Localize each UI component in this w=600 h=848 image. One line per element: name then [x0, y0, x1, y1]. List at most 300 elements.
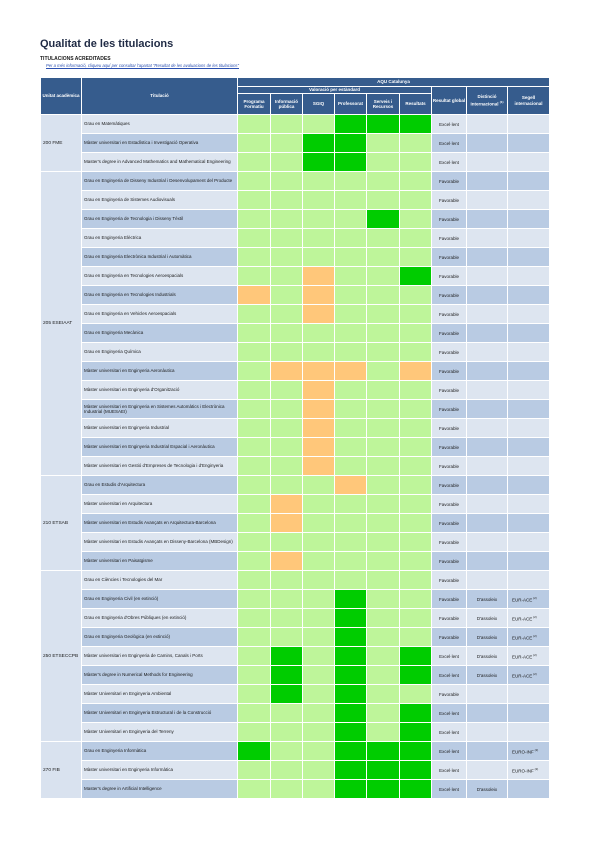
titulacio-cell[interactable]: Grau en Ciències i Tecnologies del Mar	[82, 571, 238, 590]
standard-rating-cell	[367, 229, 400, 248]
segell-cell	[508, 780, 550, 799]
standard-rating-cell	[367, 552, 400, 571]
standard-rating-cell	[303, 647, 335, 666]
segell-cell	[508, 457, 550, 476]
standard-rating-cell	[367, 685, 400, 704]
titulacio-cell[interactable]: Grau en Enginyeria Civil (en extinció)	[82, 590, 238, 609]
standard-rating-cell	[335, 324, 367, 343]
segell-cell	[508, 438, 550, 457]
standard-rating-cell	[271, 438, 303, 457]
segell-cell	[508, 514, 550, 533]
table-row	[41, 571, 550, 590]
standard-rating-cell	[303, 153, 335, 172]
standard-rating-cell	[238, 780, 271, 799]
distincio-cell	[467, 476, 508, 495]
standard-rating-cell	[367, 514, 400, 533]
standard-rating-cell	[335, 115, 367, 134]
titulacio-cell[interactable]: Màster Universitari en Enginyeria Ambiental	[82, 685, 238, 704]
standard-rating-cell	[271, 115, 303, 134]
standard-rating-cell	[303, 286, 335, 305]
distincio-cell	[467, 229, 508, 248]
resultat-cell: Excel·lent	[432, 723, 467, 742]
standard-rating-cell	[335, 229, 367, 248]
titulacio-cell[interactable]: Màster Universitari en Enginyeria del Terreny	[82, 723, 238, 742]
standard-rating-cell	[303, 761, 335, 780]
distincio-cell	[467, 248, 508, 267]
standard-rating-cell	[367, 476, 400, 495]
titulacio-cell[interactable]: Grau en Enginyeria en Tecnologies Industrials	[82, 286, 238, 305]
resultat-cell: Favorable	[432, 229, 467, 248]
standard-rating-cell	[367, 457, 400, 476]
standard-rating-cell	[335, 381, 367, 400]
standard-rating-cell	[271, 742, 303, 761]
titulacio-cell[interactable]: Màster universitari en Paisatgisme	[82, 552, 238, 571]
standard-rating-cell	[335, 571, 367, 590]
table-row	[41, 609, 550, 628]
standard-rating-cell	[238, 609, 271, 628]
standard-rating-cell	[335, 267, 367, 286]
titulacio-cell[interactable]: Màster universitari en Estudis Avançats en Arquitectura-Barcelona	[82, 514, 238, 533]
standard-rating-cell	[400, 286, 432, 305]
standard-rating-cell	[238, 267, 271, 286]
distincio-cell: D'assoleix	[467, 609, 508, 628]
standard-rating-cell	[238, 590, 271, 609]
segell-cell	[508, 248, 550, 267]
standard-rating-cell	[271, 590, 303, 609]
standard-rating-cell	[303, 267, 335, 286]
segell-cell	[508, 685, 550, 704]
standard-rating-cell	[335, 343, 367, 362]
standard-rating-cell	[335, 552, 367, 571]
standard-rating-cell	[271, 191, 303, 210]
standard-rating-cell	[400, 381, 432, 400]
titulacio-cell[interactable]: Màster universitari en Enginyeria de Camins, Canals i Ports	[82, 647, 238, 666]
standard-rating-cell	[367, 666, 400, 685]
distincio-cell	[467, 381, 508, 400]
standard-rating-cell	[367, 153, 400, 172]
standard-rating-cell	[400, 571, 432, 590]
segell-cell	[508, 324, 550, 343]
standard-rating-cell	[271, 343, 303, 362]
standard-rating-cell	[335, 723, 367, 742]
table-row	[41, 685, 550, 704]
resultat-cell: Favorable	[432, 438, 467, 457]
standard-rating-cell	[335, 476, 367, 495]
distincio-cell	[467, 286, 508, 305]
titulacio-cell[interactable]: Grau en Enginyeria Electrònica Industrial i Automàtica	[82, 248, 238, 267]
standard-rating-cell	[238, 286, 271, 305]
segell-label: EUR-ACE	[512, 635, 533, 641]
table-row	[41, 229, 550, 248]
titulacio-cell[interactable]: Grau en Enginyeria de Tecnologia i Disseny Tèxtil	[82, 210, 238, 229]
standard-rating-cell	[367, 419, 400, 438]
resultat-cell: Favorable	[432, 305, 467, 324]
standard-rating-cell	[335, 210, 367, 229]
table-row	[41, 210, 550, 229]
distincio-cell	[467, 153, 508, 172]
standard-rating-cell	[367, 704, 400, 723]
standard-rating-cell	[271, 324, 303, 343]
resultat-cell: Favorable	[432, 381, 467, 400]
resultat-cell: Favorable	[432, 685, 467, 704]
titulacio-cell[interactable]: Màster universitari en Enginyeria Industrial	[82, 419, 238, 438]
standard-rating-cell	[238, 647, 271, 666]
standard-rating-cell	[303, 248, 335, 267]
resultat-cell: Favorable	[432, 609, 467, 628]
segell-cell	[508, 704, 550, 723]
info-link[interactable]: Per a més informació, cliqueu aquí per consultar l'apartat "Resultat de les avaluacions de les titulacions"	[46, 63, 240, 68]
table-row	[41, 153, 550, 172]
standard-rating-cell	[238, 552, 271, 571]
titulacio-cell[interactable]: Grau en Enginyeria Geològica (en extinció)	[82, 628, 238, 647]
standard-rating-cell	[367, 115, 400, 134]
titulacio-cell[interactable]: Màster universitari en Enginyeria d'Organització	[82, 381, 238, 400]
standard-rating-cell	[335, 438, 367, 457]
standard-rating-cell	[335, 419, 367, 438]
distincio-cell	[467, 495, 508, 514]
unit-cell: 270 FIB	[41, 742, 82, 799]
table-row	[41, 343, 550, 362]
resultat-cell: Favorable	[432, 571, 467, 590]
standard-rating-cell	[238, 514, 271, 533]
standard-rating-cell	[303, 704, 335, 723]
segell-cell	[508, 343, 550, 362]
standard-rating-cell	[271, 609, 303, 628]
standard-rating-cell	[335, 286, 367, 305]
table-row	[41, 400, 550, 419]
table-row	[41, 666, 550, 685]
standard-rating-cell	[303, 571, 335, 590]
segell-cell	[508, 419, 550, 438]
table-row	[41, 495, 550, 514]
standard-rating-cell	[303, 552, 335, 571]
standard-rating-cell	[367, 210, 400, 229]
standard-rating-cell	[271, 476, 303, 495]
segell-cell	[508, 647, 550, 666]
standard-rating-cell	[335, 362, 367, 381]
standard-rating-cell	[367, 647, 400, 666]
standard-rating-cell	[303, 229, 335, 248]
segell-cell	[508, 115, 550, 134]
standard-rating-cell	[335, 742, 367, 761]
unit-header: Unitat acadèmica	[41, 78, 82, 115]
standard-rating-cell	[367, 305, 400, 324]
footnote-marker: (2)	[532, 633, 537, 638]
standard-rating-cell	[335, 628, 367, 647]
distincio-cell	[467, 362, 508, 381]
resultat-cell: Favorable	[432, 210, 467, 229]
table-row	[41, 381, 550, 400]
titulacio-cell[interactable]: Màster universitari en Estadística i Investigació Operativa	[82, 134, 238, 153]
standard-header: Informació pública	[271, 94, 303, 115]
standard-rating-cell	[238, 324, 271, 343]
footnote-marker: (2)	[532, 595, 537, 600]
segell-cell	[508, 191, 550, 210]
standard-rating-cell	[271, 685, 303, 704]
standard-rating-cell	[303, 742, 335, 761]
titulacio-cell[interactable]: Grau en Estudis d'Arquitectura	[82, 476, 238, 495]
distincio-cell	[467, 742, 508, 761]
titulacio-cell[interactable]: Grau en Matemàtiques	[82, 115, 238, 134]
unit-cell: 210 ETSAB	[41, 476, 82, 571]
unit-cell: 205 ESEIAAT	[41, 172, 82, 476]
distincio-cell	[467, 400, 508, 419]
standard-rating-cell	[367, 495, 400, 514]
resultat-cell: Favorable	[432, 400, 467, 419]
aqu-header: AQU Catalunya	[238, 78, 550, 87]
titulacio-cell[interactable]: Master's degree in Artificial Intelligence	[82, 780, 238, 799]
standard-rating-cell	[367, 723, 400, 742]
standard-rating-cell	[238, 457, 271, 476]
standard-rating-cell	[271, 286, 303, 305]
table-row	[41, 647, 550, 666]
standard-rating-cell	[271, 134, 303, 153]
segell-cell	[508, 476, 550, 495]
standard-rating-cell	[400, 457, 432, 476]
standard-rating-cell	[367, 286, 400, 305]
standard-rating-cell	[367, 172, 400, 191]
resultat-cell: Favorable	[432, 533, 467, 552]
segell-label: EURO-INF	[512, 768, 534, 774]
standard-rating-cell	[271, 419, 303, 438]
table-row	[41, 723, 550, 742]
page-title: Qualitat de les titulacions	[40, 38, 174, 50]
segell-label: EUR-ACE	[512, 673, 533, 679]
footnote-marker: (2)	[533, 766, 539, 771]
segell-cell	[508, 666, 550, 685]
standard-rating-cell	[303, 666, 335, 685]
titulacio-cell[interactable]: Màster universitari en Enginyeria Industrial Espacial i Aeronàutica	[82, 438, 238, 457]
segell-cell	[508, 628, 550, 647]
standard-rating-cell	[400, 628, 432, 647]
table-row	[41, 134, 550, 153]
distincio-cell	[467, 172, 508, 191]
standard-rating-cell	[400, 229, 432, 248]
standard-rating-cell	[400, 666, 432, 685]
standard-rating-cell	[400, 590, 432, 609]
standard-rating-cell	[238, 381, 271, 400]
resultat-cell: Favorable	[432, 362, 467, 381]
standard-rating-cell	[303, 419, 335, 438]
segell-cell	[508, 210, 550, 229]
resultat-cell: Favorable	[432, 495, 467, 514]
standard-rating-cell	[303, 457, 335, 476]
titulacio-cell[interactable]: Màster universitari en Enginyeria Aeronàutica	[82, 362, 238, 381]
standard-rating-cell	[303, 134, 335, 153]
titulacio-cell[interactable]: Màster universitari en Arquitectura	[82, 495, 238, 514]
titulacio-cell[interactable]: Màster universitari en Enginyeria Informàtica	[82, 761, 238, 780]
standard-header: SGIQ	[303, 94, 335, 115]
segell-cell	[508, 267, 550, 286]
resultat-cell: Excel·lent	[432, 704, 467, 723]
segell-label: EURO-INF	[512, 749, 534, 755]
standard-rating-cell	[400, 267, 432, 286]
standard-rating-cell	[335, 704, 367, 723]
resultat-cell: Excel·lent	[432, 153, 467, 172]
table-row	[41, 761, 550, 780]
standard-rating-cell	[303, 381, 335, 400]
standard-rating-cell	[400, 495, 432, 514]
standard-rating-cell	[335, 761, 367, 780]
standard-rating-cell	[367, 571, 400, 590]
resultat-cell: Excel·lent	[432, 761, 467, 780]
titulacio-cell[interactable]: Màster's degree in Numerical Methods for Engineering	[82, 666, 238, 685]
standard-rating-cell	[238, 362, 271, 381]
titulacio-cell[interactable]: Màster universitari en Estudis Avançats en Disseny-Barcelona (MBDesign)	[82, 533, 238, 552]
table-row	[41, 552, 550, 571]
standard-rating-cell	[271, 533, 303, 552]
standard-rating-cell	[303, 305, 335, 324]
distincio-cell	[467, 438, 508, 457]
titulacio-cell[interactable]: Grau en Enginyeria d'Obres Públiques (en extinció)	[82, 609, 238, 628]
standard-rating-cell	[271, 457, 303, 476]
standard-rating-cell	[238, 115, 271, 134]
table-row	[41, 286, 550, 305]
resultat-cell: Favorable	[432, 552, 467, 571]
standard-rating-cell	[400, 761, 432, 780]
titulacio-cell[interactable]: Grau en Enginyeria en Tecnologies Aeroespacials	[82, 267, 238, 286]
table-row	[41, 533, 550, 552]
distincio-cell	[467, 267, 508, 286]
distincio-cell	[467, 115, 508, 134]
standard-rating-cell	[271, 571, 303, 590]
standard-header: Professorat	[335, 94, 367, 115]
titulacio-cell[interactable]: Màster Universitari en Enginyeria Estructural i de la Construcció	[82, 704, 238, 723]
segell-cell	[508, 381, 550, 400]
unit-cell: 250 ETSECCPB	[41, 571, 82, 742]
standard-rating-cell	[238, 704, 271, 723]
standard-rating-cell	[238, 305, 271, 324]
segell-cell	[508, 495, 550, 514]
titulacio-cell[interactable]: Grau en Enginyeria Química	[82, 343, 238, 362]
titulacio-cell[interactable]: Master's degree in Advanced Mathematics and Mathematical Engineering	[82, 153, 238, 172]
titulacio-cell[interactable]: Grau en Enginyeria de Disseny Industrial i Desenvolupament del Producte	[82, 172, 238, 191]
unit-cell: 200 FME	[41, 115, 82, 172]
standard-rating-cell	[367, 381, 400, 400]
resultat-cell: Favorable	[432, 419, 467, 438]
standard-rating-cell	[335, 400, 367, 419]
standard-rating-cell	[335, 134, 367, 153]
standard-rating-cell	[271, 552, 303, 571]
standard-rating-cell	[335, 647, 367, 666]
distincio-cell: D'assoleix	[467, 590, 508, 609]
resultat-cell: Favorable	[432, 324, 467, 343]
standard-rating-cell	[367, 400, 400, 419]
distincio-cell	[467, 552, 508, 571]
standard-rating-cell	[238, 229, 271, 248]
standard-rating-cell	[238, 343, 271, 362]
table-row	[41, 419, 550, 438]
table-row	[41, 628, 550, 647]
resultat-cell: Favorable	[432, 286, 467, 305]
resultat-cell: Favorable	[432, 343, 467, 362]
resultat-cell: Excel·lent	[432, 134, 467, 153]
standard-rating-cell	[271, 172, 303, 191]
standard-rating-cell	[335, 248, 367, 267]
standard-rating-cell	[367, 761, 400, 780]
standard-rating-cell	[367, 533, 400, 552]
standard-rating-cell	[335, 609, 367, 628]
distincio-cell	[467, 343, 508, 362]
titulacio-cell[interactable]: Grau en Enginyeria Informàtica	[82, 742, 238, 761]
standard-rating-cell	[367, 134, 400, 153]
titulacio-cell[interactable]: Grau en Enginyeria Mecànica	[82, 324, 238, 343]
standard-rating-cell	[400, 780, 432, 799]
standard-rating-cell	[303, 609, 335, 628]
standard-rating-cell	[400, 476, 432, 495]
segell-cell	[508, 362, 550, 381]
standard-rating-cell	[303, 723, 335, 742]
standard-rating-cell	[238, 685, 271, 704]
distincio-cell	[467, 571, 508, 590]
segell-cell	[508, 590, 550, 609]
standard-rating-cell	[335, 153, 367, 172]
segell-label: EUR-ACE	[512, 616, 533, 622]
table-row	[41, 438, 550, 457]
table-row	[41, 704, 550, 723]
standard-rating-cell	[303, 685, 335, 704]
segell-label: EUR-ACE	[512, 654, 533, 660]
segell-cell	[508, 153, 550, 172]
standard-rating-cell	[271, 400, 303, 419]
titulacio-cell[interactable]: Grau en Enginyeria en Vehicles Aeroespacials	[82, 305, 238, 324]
distincio-cell	[467, 210, 508, 229]
resultat-cell: Favorable	[432, 514, 467, 533]
distincio-cell	[467, 457, 508, 476]
standard-rating-cell	[238, 723, 271, 742]
distincio-cell: D'assoleix	[467, 647, 508, 666]
distincio-cell	[467, 723, 508, 742]
segell-cell	[508, 571, 550, 590]
standard-rating-cell	[238, 628, 271, 647]
titulacio-cell[interactable]: Grau en Enginyeria Elèctrica	[82, 229, 238, 248]
standard-rating-cell	[271, 229, 303, 248]
standard-rating-cell	[271, 305, 303, 324]
standard-rating-cell	[335, 514, 367, 533]
standard-header: Serveis i Recursos	[367, 94, 400, 115]
distincio-header: Distinció Internacional $^{(1)}$	[467, 87, 508, 115]
standard-rating-cell	[271, 495, 303, 514]
titulacio-header: Titulació	[82, 78, 238, 115]
table-row	[41, 305, 550, 324]
titulacio-cell[interactable]: Màster universitari en Gestió d'Empreses de Tecnologia i d'Enginyeria	[82, 457, 238, 476]
distincio-cell	[467, 191, 508, 210]
standard-rating-cell	[238, 742, 271, 761]
titulacio-cell[interactable]: Grau en Enginyeria de Sistemes Audiovisuals	[82, 191, 238, 210]
table-row	[41, 457, 550, 476]
standard-rating-cell	[238, 248, 271, 267]
standard-rating-cell	[303, 343, 335, 362]
distincio-cell: D'assoleix	[467, 780, 508, 799]
standard-rating-cell	[367, 343, 400, 362]
section-title: TITULACIONS ACREDITADES	[40, 56, 111, 62]
standard-rating-cell	[367, 590, 400, 609]
standard-rating-cell	[335, 590, 367, 609]
titulacio-cell[interactable]: Màster universitari en Enginyeria en Sistemes Automàtics i Electrònica Industrial (MUESAEI)	[82, 400, 238, 419]
table-row	[41, 267, 550, 286]
standard-rating-cell	[400, 514, 432, 533]
standard-rating-cell	[400, 704, 432, 723]
standard-rating-cell	[367, 438, 400, 457]
standard-rating-cell	[335, 457, 367, 476]
resultat-header: Resultat global	[432, 87, 467, 115]
resultat-cell: Favorable	[432, 172, 467, 191]
standard-rating-cell	[238, 476, 271, 495]
segell-cell	[508, 134, 550, 153]
standard-rating-cell	[400, 609, 432, 628]
standard-rating-cell	[271, 514, 303, 533]
segell-cell	[508, 400, 550, 419]
